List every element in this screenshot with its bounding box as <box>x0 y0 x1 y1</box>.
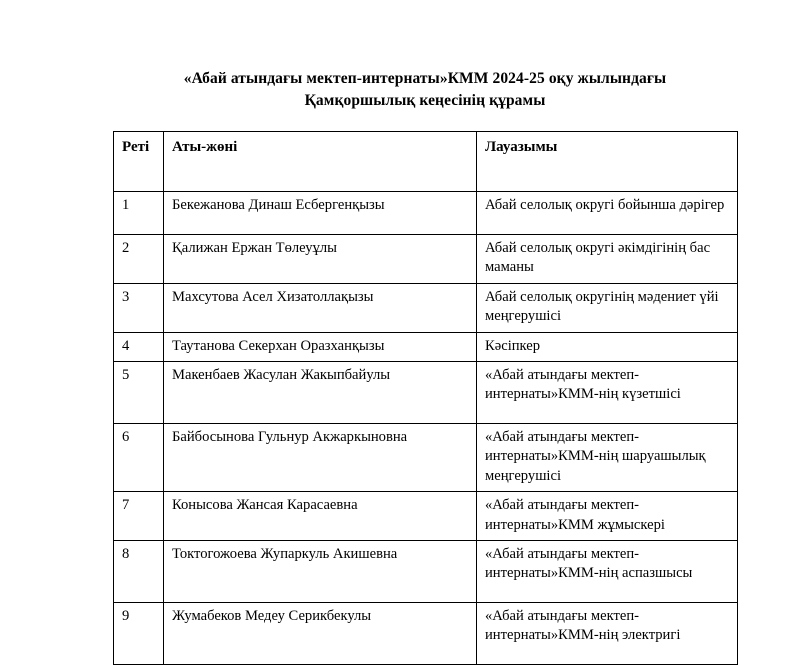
cell-position: «Абай атындағы мектеп-интернаты»КММ-нің электригі <box>477 603 738 665</box>
cell-index: 9 <box>114 603 164 665</box>
cell-position: «Абай атындағы мектеп-интернаты»КММ жұмыскері <box>477 492 738 541</box>
table-row <box>114 332 738 361</box>
cell-name: Таутанова Секерхан Оразханқызы <box>164 332 477 361</box>
cell-position: «Абай атындағы мектеп-интернаты»КММ-нің күзетшісі <box>477 362 738 424</box>
cell-name: Макенбаев Жасулан Жакыпбайулы <box>164 362 477 424</box>
column-header-name: Аты-жөні <box>164 132 477 192</box>
table-header <box>114 132 738 192</box>
cell-index: 3 <box>114 283 164 332</box>
cell-index: 5 <box>114 362 164 424</box>
cell-name: Бекежанова Динаш Есбергенқызы <box>164 192 477 235</box>
table-row <box>114 492 738 541</box>
table-row <box>114 362 738 424</box>
table-row <box>114 541 738 603</box>
cell-name: Махсутова Асел Хизатоллақызы <box>164 283 477 332</box>
cell-position: Абай селолық округі бойынша дәрігер <box>477 192 738 235</box>
cell-name: Байбосынова Гульнур Акжаркыновна <box>164 424 477 492</box>
cell-index: 7 <box>114 492 164 541</box>
council-members-table <box>113 131 738 665</box>
column-header-position: Лауазымы <box>477 132 738 192</box>
table-row <box>114 192 738 235</box>
cell-index: 8 <box>114 541 164 603</box>
cell-position: Абай селолық округінің мәдениет үйі меңгерушісі <box>477 283 738 332</box>
page-title-line-1: «Абай атындағы мектеп-интернаты»КММ 2024-25 оқу жылындағы <box>183 70 667 87</box>
cell-position: Абай селолық округі әкімдігінің бас маманы <box>477 235 738 284</box>
cell-name: Токтогожоева Жупаркуль Акишевна <box>164 541 477 603</box>
cell-name: Қалижан Ержан Төлеуұлы <box>164 235 477 284</box>
table-row <box>114 424 738 492</box>
cell-name: Жумабеков Медеу Серикбекулы <box>164 603 477 665</box>
page-title-line-2: Қамқоршылық кеңесінің құрамы <box>304 92 546 109</box>
table-row <box>114 283 738 332</box>
table-body <box>114 192 738 665</box>
cell-index: 2 <box>114 235 164 284</box>
cell-position: «Абай атындағы мектеп-интернаты»КММ-нің аспазшысы <box>477 541 738 603</box>
cell-index: 4 <box>114 332 164 361</box>
page-title <box>113 68 737 112</box>
table-header-row <box>114 132 738 192</box>
cell-index: 1 <box>114 192 164 235</box>
table-row <box>114 235 738 284</box>
cell-index: 6 <box>114 424 164 492</box>
cell-name: Конысова Жансая Карасаевна <box>164 492 477 541</box>
column-header-index: Реті <box>114 132 164 192</box>
table-row <box>114 603 738 665</box>
cell-position: Кәсіпкер <box>477 332 738 361</box>
cell-position: «Абай атындағы мектеп-интернаты»КММ-нің шаруашылық меңгерушісі <box>477 424 738 492</box>
